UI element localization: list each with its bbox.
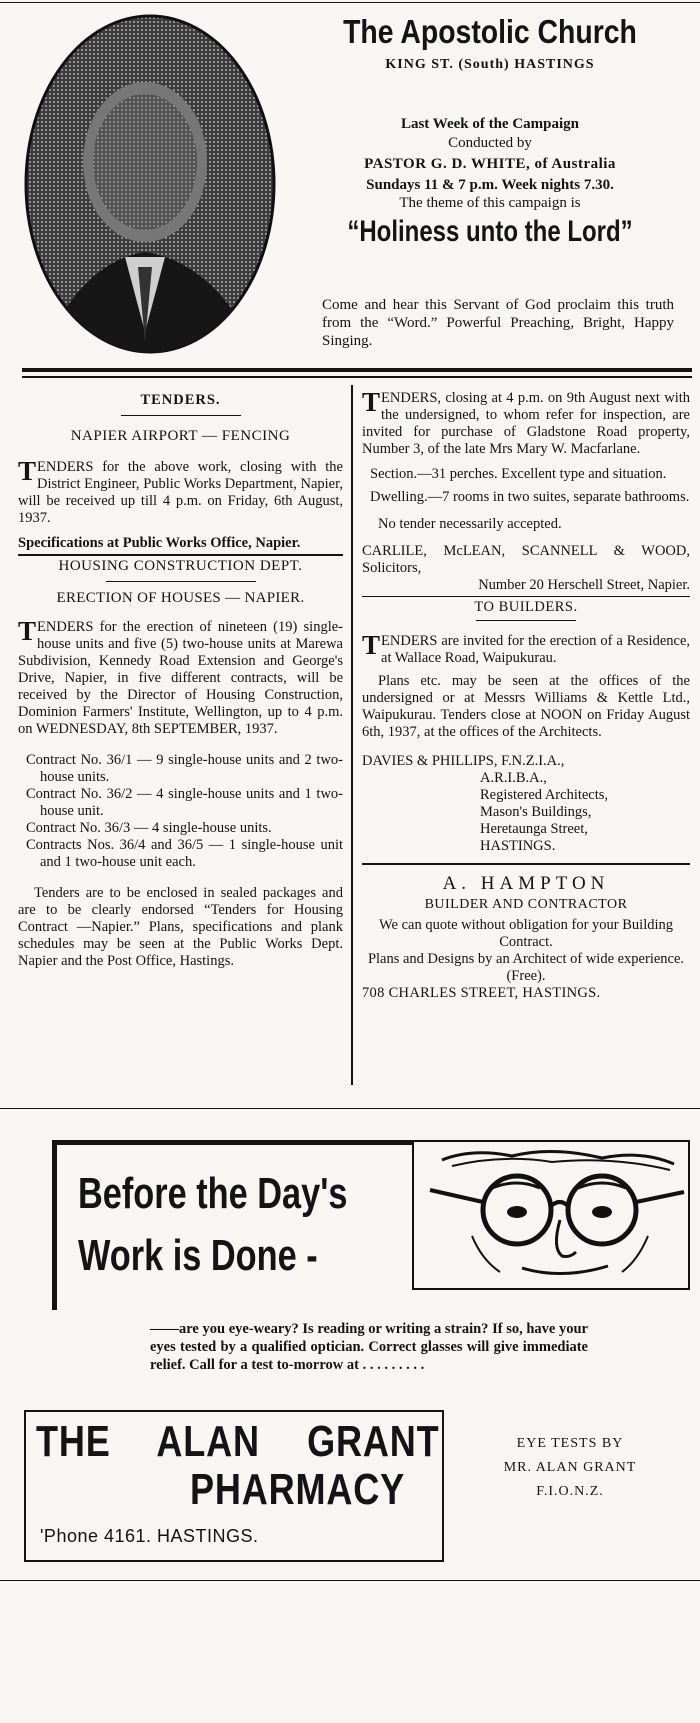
campaign-theme: “Holiness unto the Lord” [347, 215, 633, 248]
houses-dropcap: T [18, 616, 37, 646]
gladstone-body-text: ENDERS, closing at 4 p.m. on 9th August next with the undersigned, to whom refer for inspection, are invited for purchase of Gladstone Road property, Number 3, of the late Mrs Mary W. Macfarlane. [362, 390, 690, 457]
section-line: Section.—31 perches. Excellent type and situation. [370, 466, 667, 482]
airport-dropcap: T [18, 456, 37, 486]
headline-line-2: Work is Done - [78, 1231, 318, 1280]
tenders-closing: Tenders are to be enclosed in sealed packages and are to be clearly endorsed “Tenders for Housing Contract —Napier.” Plans, specifications and plank schedules may be seen at the Public Works Dept. Napier and the Post Office, Hastings. [18, 885, 343, 969]
contract-3: Contract No. 36/3 — 4 single-house units. [26, 820, 272, 836]
top-rule [0, 2, 700, 3]
houses-body [18, 616, 343, 738]
tenders-right-column [362, 387, 690, 1002]
church-separator [22, 368, 692, 372]
hampton-line-2: Plans and Designs by an Architect of wide experience. (Free). [367, 951, 685, 984]
airport-title: NAPIER AIRPORT — FENCING [70, 428, 291, 444]
tenders-header: TENDERS. [140, 392, 221, 408]
builders-header: TO BUILDERS. [474, 599, 578, 615]
gladstone-dropcap: T [362, 387, 381, 417]
gladstone-body [362, 387, 690, 458]
eye-tests-name: MR. ALAN GRANT [503, 1460, 637, 1475]
architects-line-1: A.R.I.B.A., [480, 770, 547, 786]
solicitors-address: Number 20 Herschell Street, Napier. [478, 577, 690, 593]
builders-header-rule [476, 620, 576, 621]
no-tender-line: No tender necessarily accepted. [378, 516, 562, 532]
tenders-header-rule [121, 415, 241, 416]
church-separator-thin [22, 376, 692, 378]
architects-line-3: Mason's Buildings, [480, 804, 592, 820]
builders-body [362, 630, 690, 667]
tenders-left-column [18, 392, 343, 970]
church-title: The Apostolic Church [343, 13, 637, 50]
builders-plans: Plans etc. may be seen at the offices of the undersigned or at Messrs Williams & Kettle Ltd., Waipukurau. Tenders close at NOON on Friday August 6th, 1937, at the offices of the Architects. [362, 673, 690, 740]
solicitors: CARLILE, McLEAN, SCANNELL & WOOD, Solicitors, [362, 543, 690, 576]
hampton-line-1: We can quote without obligation for your Building Contract. [378, 917, 674, 950]
spectacled-man-illustration [412, 1140, 690, 1290]
conducted-by: Conducted by [448, 135, 532, 151]
architects-line-2: Registered Architects, [480, 787, 609, 803]
bottom-rule [0, 1580, 700, 1581]
headline-line-1: Before the Day's [78, 1169, 348, 1218]
pastor-name: PASTOR G. D. WHITE, of Australia [364, 156, 616, 172]
service-times: Sundays 11 & 7 p.m. Week nights 7.30. [366, 177, 614, 193]
contract-1: Contract No. 36/1 — 9 single-house units and 2 two-house units. [26, 752, 343, 785]
contract-2: Contract No. 36/2 — 4 single-house units and 1 two-house unit. [26, 786, 343, 819]
eye-tests-qualification: F.I.O.N.Z. [536, 1484, 604, 1499]
builders-rule [362, 596, 690, 597]
dwelling-line: Dwelling.—7 rooms in two suites, separate bathrooms. [370, 489, 690, 505]
airport-body-text: ENDERS for the above work, closing with the District Engineer, Public Works Department, Napier, will be received up till 4 p.m. on Friday, 6th August, 1937. [18, 459, 343, 526]
theme-intro: The theme of this campaign is [399, 195, 581, 211]
houses-title: ERECTION OF HOUSES — NAPIER. [56, 590, 305, 606]
column-divider [351, 385, 353, 1085]
pharmacy-name-line-2: PHARMACY [190, 1465, 406, 1514]
pharmacy-name-line-1: THE ALAN GRANT [36, 1417, 440, 1466]
houses-body-text: ENDERS for the erection of nineteen (19) single-house units and five (5) two-house units at Marewa Subdivision, Kennedy Road Extension and George's Drive, Napier, in five different contracts, will be received by the Director of Housing Construction, Dominion Farmers' Institute, Wellington, up to 4 p.m. on WEDNESDAY, 8th SEPTEMBER, 1937. [18, 619, 343, 737]
hampton-name: A. HAMPTON [442, 873, 610, 894]
architects-line-5: HASTINGS. [480, 838, 556, 854]
architects-line-4: Heretaunga Street, [480, 821, 588, 837]
architects-firm: DAVIES & PHILLIPS, F.N.Z.I.A., [362, 753, 565, 769]
housing-rule [106, 581, 256, 582]
builders-dropcap: T [362, 630, 381, 660]
airport-specs: Specifications at Public Works Office, Napier. [18, 535, 301, 551]
pastor-portrait [20, 12, 280, 357]
campaign-line: Last Week of the Campaign [400, 116, 580, 132]
church-closing: Come and hear this Servant of God proclaim this truth from the “Word.” Powerful Preaching, Bright, Happy Singing. [322, 297, 674, 349]
housing-dept-title: HOUSING CONSTRUCTION DEPT. [58, 558, 303, 574]
pharmacy-top-rule [0, 1108, 700, 1109]
pharmacy-body: ——are you eye-weary? Is reading or writing a strain? If so, have your eyes tested by a qualified optician. Correct glasses will give immediate relief. Call for a test to-morrow at . . . . . . . . . [150, 1321, 588, 1373]
housing-rule-top [18, 554, 343, 556]
pharmacy-frame-top [52, 1140, 412, 1145]
eye-tests-label: EYE TESTS BY [516, 1436, 624, 1451]
pharmacy-frame-left [52, 1140, 57, 1310]
builders-body-text: ENDERS are invited for the erection of a Residence, at Wallace Road, Waipukurau. [381, 633, 690, 666]
hampton-address: 708 CHARLES STREET, HASTINGS. [362, 985, 601, 1001]
church-address: KING ST. (South) HASTINGS [385, 57, 595, 72]
hampton-rule [362, 863, 690, 865]
pharmacy-phone: 'Phone 4161. HASTINGS. [40, 1526, 259, 1546]
contract-4: Contracts Nos. 36/4 and 36/5 — 1 single-house unit and 1 two-house unit each. [26, 837, 343, 870]
hampton-trade: BUILDER AND CONTRACTOR [424, 897, 628, 912]
airport-body [18, 456, 343, 527]
